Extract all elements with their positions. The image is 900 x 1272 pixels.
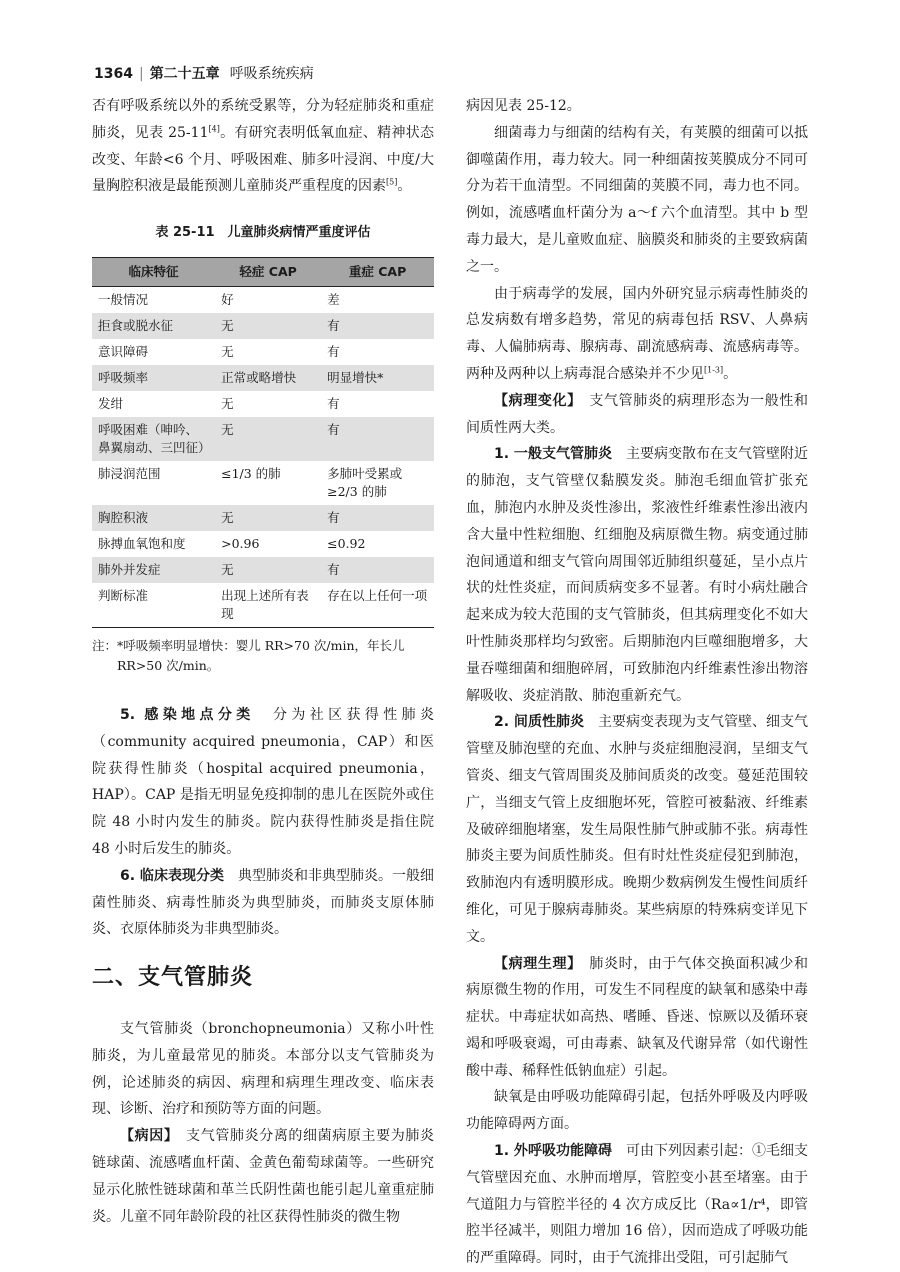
table-header-row <box>92 257 434 286</box>
table-cell: 无 <box>221 509 234 525</box>
paragraph-severity-intro: 否有呼吸系统以外的系统受累等，分为轻症肺炎和重症肺炎，见表 25-11[4]。有研究表明低氧血症、精神状态改变、年龄<6 个月、呼吸困难、肺多叶浸润、中度/大量胸腔积液是最能预测儿童肺炎严重程度的因素[5]。 <box>92 98 435 195</box>
table-cell: 胸腔积液 <box>98 509 149 525</box>
table-row <box>92 365 434 391</box>
table-cell: 正常或略增快 <box>221 369 297 385</box>
table-row <box>92 557 434 583</box>
left-column <box>92 93 434 1230</box>
table-row <box>92 339 434 365</box>
table-note-line: 注：*呼吸频率明显增快：婴儿 RR>70 次/min，年长儿 <box>92 637 405 653</box>
table-cell: 意识障碍 <box>98 343 149 359</box>
table-cell: ≤1/3 的肺 <box>221 465 281 481</box>
chapter-title: 呼吸系统疾病 <box>229 66 314 82</box>
paragraph-external-respiration: 1. 外呼吸功能障碍 可由下列因素引起：①毛细支气管壁因充血、水肿而增厚，管腔变小甚至堵塞。由于气道阻力与管腔半径的 4 次方成反比（Ra∝1/r⁴，即管腔半径减半，则阻力增加 16 倍），因而造成了呼吸功能的严重障碍。同时，由于气流排出受阻，可引起肺气 <box>466 1143 809 1267</box>
table-cell: 明显增快* <box>327 369 384 385</box>
paragraph-pathology: 【病理变化】 支气管肺炎的病理形态为一般性和间质性两大类。 <box>466 392 809 436</box>
header-cell: 重症 CAP <box>321 257 434 286</box>
table-cell: 一般情况 <box>98 291 149 307</box>
table-cell: 肺浸润范围 <box>98 465 161 481</box>
table-note-line: RR>50 次/min。 <box>117 657 220 673</box>
table-title: 表 25-11 儿童肺炎病情严重度评估 <box>155 225 371 241</box>
table-cell: 有 <box>327 509 340 525</box>
table-cell: 判断标准 <box>92 583 215 628</box>
table-cell: 无 <box>221 561 234 577</box>
table-row <box>92 583 434 628</box>
table-cell: 无 <box>221 343 234 359</box>
table-cell: 差 <box>327 291 340 307</box>
table-cell: 发绀 <box>98 395 124 411</box>
table-cell: 出现上述所有表现 <box>215 583 321 628</box>
chapter-number: 第二十五章 <box>149 66 220 82</box>
paragraph-infection-site: 5. 感染地点分类 分为社区获得性肺炎（community acquired pneumonia，CAP）和医院获得性肺炎（hospital acquired pneumonia，HAP）。CAP 是指无明显免疫抑制的患儿在医院外或住院 48 小时内发生的肺炎。院内获得性肺炎是指住院 48 小时后发生的肺炎。 <box>92 706 435 857</box>
header-separator: | <box>138 66 144 82</box>
table-row <box>92 461 434 505</box>
table-cell: 有 <box>327 421 340 437</box>
table-cell: 无 <box>221 395 234 411</box>
table-row <box>92 391 434 417</box>
paragraph-bronchopneumonia: 支气管肺炎（bronchopneumonia）又称小叶性肺炎，为儿童最常见的肺炎。本部分以支气管肺炎为例，论述肺炎的病因、病理和病理生理改变、临床表现、诊断、治疗和预防等方面的问题。 <box>92 1020 434 1118</box>
paragraph-pathophysiology: 【病理生理】 肺炎时，由于气体交换面积减少和病原微生物的作用，可发生不同程度的缺氧和感染中毒症状。中毒症状如高热、嗜睡、昏迷、惊厥以及循环衰竭和呼吸衰竭，可由毒素、缺氧及代谢异常（如代谢性酸中毒、稀释性低钠血症）引起。 <box>466 955 809 1079</box>
table-row <box>92 505 434 531</box>
table-cell: 存在以上任何一项 <box>321 583 434 628</box>
table-cell: ≤0.92 <box>327 535 366 551</box>
paragraph-general-bronchopneumonia: 1. 一般支气管肺炎 主要病变散布在支气管壁附近的肺泡，支气管壁仅黏膜发炎。肺泡毛细血管扩张充血，肺泡内水肿及炎性渗出，浆液性纤维素性渗出液内含大量中性粒细胞、红细胞及病原微生物。病变通过肺泡间通道和细支气管向周围邻近肺组织蔓延，呈小点片状的灶性炎症，而间质病变多不显著。有时小病灶融合起来成为较大范围的支气管肺炎，但其病理变化不如大叶性肺炎那样均匀致密。后期肺泡内巨噬细胞增多，大量吞噬细菌和细胞碎屑，可致肺泡内纤维素性渗出物溶解吸收、炎症消散、肺泡重新充气。 <box>466 446 809 704</box>
table-cell: 肺外并发症 <box>98 561 161 577</box>
table-cell: 有 <box>327 343 340 359</box>
running-header <box>94 63 314 83</box>
paragraph-virulence: 细菌毒力与细菌的结构有关，有荚膜的细菌可以抵御噬菌作用，毒力较大。同一种细菌按荚膜成分不同可分为若干血清型。不同细菌的荚膜不同，毒力也不同。例如，流感嗜血杆菌分为 a～f 六个血清型。其中 b 型毒力最大，是儿童败血症、脑膜炎和肺炎的主要致病菌之一。 <box>466 124 808 275</box>
page-number: 1364 <box>94 66 133 82</box>
header-cell: 轻症 CAP <box>215 257 321 286</box>
paragraph-viral: 由于病毒学的发展，国内外研究显示病毒性肺炎的总发病数有增多趋势，常见的病毒包括 RSV、人鼻病毒、人偏肺病毒、腺病毒、副流感病毒、流感病毒等。两种及两种以上病毒混合感染并不少见[1-3]。 <box>466 285 808 382</box>
paragraph-clinical-type: 6. 临床表现分类 典型肺炎和非典型肺炎。一般细菌性肺炎、病毒性肺炎为典型肺炎，而肺炎支原体肺炎、衣原体肺炎为非典型肺炎。 <box>92 867 435 938</box>
table-cell: 有 <box>327 317 340 333</box>
table-cell: 无 <box>221 421 234 437</box>
severity-table <box>92 257 434 628</box>
table-note <box>92 636 434 676</box>
table-cell: >0.96 <box>221 535 260 551</box>
paragraph-etiology-cont: 病因见表 25-12。 <box>466 98 581 114</box>
table-cell: 有 <box>327 395 340 411</box>
table-cell: 呼吸频率 <box>98 369 149 385</box>
section-title: 二、支气管肺炎 <box>92 965 254 991</box>
header-cell: 临床特征 <box>92 257 215 286</box>
paragraph-hypoxia: 缺氧是由呼吸功能障碍引起，包括外呼吸及内呼吸功能障碍两方面。 <box>466 1089 808 1133</box>
table-row <box>92 313 434 339</box>
right-column <box>466 93 808 1272</box>
table-cell: 多肺叶受累或≥2/3 的肺 <box>327 465 403 499</box>
table-row <box>92 531 434 557</box>
table-cell: 拒食或脱水征 <box>98 317 174 333</box>
table-row <box>92 286 434 313</box>
table-row <box>92 417 434 461</box>
table-cell: 脉搏血氧饱和度 <box>98 535 186 551</box>
paragraph-etiology: 【病因】 支气管肺炎分离的细菌病原主要为肺炎链球菌、流感嗜血杆菌、金黄色葡萄球菌等。一些研究显示化脓性链球菌和革兰氏阴性菌也能引起儿童重症肺炎。儿童不同年龄阶段的社区获得性肺炎的微生物 <box>92 1128 435 1225</box>
table-cell: 好 <box>221 291 234 307</box>
paragraph-interstitial: 2. 间质性肺炎 主要病变表现为支气管壁、细支气管壁及肺泡壁的充血、水肿与炎症细胞浸润，呈细支气管炎、细支气管周围炎及肺间质炎的改变。蔓延范围较广，当细支气管上皮细胞坏死，管腔可被黏液、纤维素及破碎细胞堵塞，发生局限性肺气肿或肺不张。病毒性肺炎主要为间质性肺炎。但有时灶性炎症侵犯到肺泡，致肺泡内有透明膜形成。晚期少数病例发生慢性间质纤维化，可见于腺病毒肺炎。某些病原的特殊病变详见下文。 <box>466 714 808 945</box>
table-cell: 无 <box>221 317 234 333</box>
table-cell: 呼吸困难（呻吟、鼻翼扇动、三凹征） <box>98 421 211 455</box>
table-cell: 有 <box>327 561 340 577</box>
